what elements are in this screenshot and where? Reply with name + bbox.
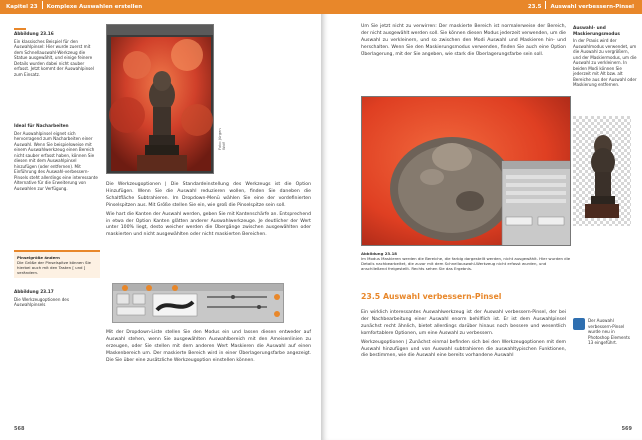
tool-options-screenshot xyxy=(112,283,284,323)
figure-text: Ein klassisches Beispiel für den Auswahlpinsel: Hier wurde zuerst mit dem Schnellauswahl-Werkzeug die Statue ausgewählt, und einige feinere Details wurden dabei nicht sauber erfasst. Jetzt kommt der Auswahlpinsel zum Einsatz. xyxy=(14,38,94,77)
figure-label: Abbildung 23.18 xyxy=(361,251,398,256)
sidebar-ideal xyxy=(14,124,98,191)
note-text: Der Auswahl verbessern-Pinsel wurde neu in Photoshop Elements 13 eingeführt. xyxy=(588,318,630,345)
section-number: 23.5 xyxy=(527,4,542,10)
figure-text: Die Werkzeugoptionen des Auswahlpinsels xyxy=(14,296,69,307)
body-column-left-2 xyxy=(106,330,311,367)
chapter-label: Kapitel 23 xyxy=(6,4,38,10)
sidebar-mask-mode xyxy=(573,26,637,88)
tip-text: Die Größe der Pinselspitze können Sie hierbei auch mit den Tasten [ und ] verändern. xyxy=(17,260,91,275)
section-heading: 23.5 Auswahl verbessern-Pinsel xyxy=(361,292,502,301)
page-number: 569 xyxy=(621,426,632,432)
paragraph-intro: Ein wirklich interessantes Auswahlwerkzeug ist der Auswahl verbessern-Pinsel, der bei der Nachbearbeitung einer Auswahl enorm behilflich ist. Er ist dem Auswahlpinsel zunächst recht ähnlich, bietet allerdings darüber hinaus noch bessere und wesentlich komfortablere Optionen, um eine Auswahl zu verbessern. xyxy=(361,310,566,336)
tool-options-bar xyxy=(113,284,284,323)
body-column-right-top xyxy=(361,24,566,61)
statue-cutout xyxy=(573,116,631,226)
figure-screenshot-mask xyxy=(361,96,571,246)
body-column-right xyxy=(361,310,566,362)
figure-label: Abbildung 23.16 xyxy=(14,32,54,37)
statue-photo xyxy=(107,25,214,174)
figure-caption-16 xyxy=(14,28,98,77)
sidebar-title: Auswahl- und Maskierungsmodus xyxy=(573,26,620,37)
figure-screenshot-statue xyxy=(106,24,214,174)
figure-caption-18 xyxy=(361,251,571,271)
sidebar-text: Der Auswahlpinsel eignet sich hervorragend zum Nacharbeiten einer Auswahl. Wenn Sie beispielsweise mit einem Auswahlwerkzeug einen Bereich nicht sauber erfasst haben, können Sie diesen mit dem Auswahlpinsel hinzufügen (oder entfernen). Mit Einführung des Auswahl-verbessern-Pinsels steht allerdings eine interessante Alternative für die Erweiterung von Auswahlen zur Verfügung. xyxy=(14,130,98,191)
tip-title: Pinselgröße ändern xyxy=(17,255,60,260)
paragraph-mode: Mit der Dropdown-Liste stellen Sie den Modus ein und lassen diesen entweder auf Auswahl stehen, wenn Sie ausgewählten Auswahlbereich mit den Ameisenlinien zu erzeugen, oder Sie stellen mit dem anderen Wert Maskieren die Auswahl auf einen Maskenbereich um. Der maskierte Bereich wird in einer Überlagerungsfarbe angezeigt. Die Sie über eine zusätzliche Werkzeugoption einstellen können. xyxy=(106,330,311,363)
figure-label: Abbildung 23.17 xyxy=(14,290,54,295)
mask-photo xyxy=(362,97,571,246)
section-header xyxy=(321,0,642,14)
body-column-left xyxy=(106,182,311,241)
photo-credit: Foto: Jürgen Wolf xyxy=(218,128,226,150)
figure-text: Im Modus Maskieren werden die Bereiche, die farbig dargestellt werden, nicht ausgewählt. Hier wurden die Details nachbearbeitet, die zuvor mit dem Schnellauswahl-Werkzeug nicht erfasst wurden, und anschließend freigestellt. Rechts sehen Sie das Ergebnis. xyxy=(361,256,571,271)
page-number: 568 xyxy=(14,426,25,432)
sidebar-text: In der Praxis wird der Auswahlmodus verwendet, um die Auswahl zu vergrößern, und der Maskiermodus, um die Auswahl zu verkleinern. In beiden Modi können Sie jederzeit mit Alt bzw. alt Bereiche aus der Auswahl oder Maskierung entfernen. xyxy=(573,38,637,87)
paragraph-tool-options: Die Werkzeugoptionen | Die Standardeinstellung des Werkzeugs ist die Option Hinzufügen. Wenn Sie die Auswahl reduzieren wollen, finden Sie daneben die Schaltfläche Subtrahieren. Im Dropdown-Menü wählen Sie eine der vordefinierten Pinselspitzen aus. Mit Größe stellen Sie ein, wie groß die Pinselspitze sein soll. xyxy=(106,182,311,208)
photoshop-elements-icon xyxy=(573,318,585,330)
figure-caption-17 xyxy=(14,290,98,308)
paragraph-options: Werkzeugoptionen | Zunächst einmal befinden sich bei den Werkzeugoptionen mit dem Auswahl hinzufügen und von Auswahl subtrahieren die auswahltypischen Funktionen, die bestimmen, wie die Auswahl eine bereits vorhandene Auswahl xyxy=(361,339,566,359)
result-photo xyxy=(573,116,631,226)
right-page xyxy=(321,0,642,440)
sidebar-title: Ideal für Nacharbeiten xyxy=(14,124,69,129)
chapter-header xyxy=(0,0,321,14)
chapter-title: Komplexe Auswahlen erstellen xyxy=(46,4,143,10)
tip-box xyxy=(14,250,100,278)
section-title: Auswahl verbessern-Pinsel xyxy=(550,4,634,10)
paragraph-edge: Wie hart die Kanten der Auswahl werden, geben Sie mit Kantenschärfe an. Entsprechend in etwa der Option Kanten glätten anderer Auswahlwerkzeuge. Je deutlicher der Wert unter 100% liegt, desto weicher werden die Übergänge zwischen ausgewählten oder maskierten und nicht ausgewählten oder nicht maskierten Bereichen. xyxy=(106,211,311,238)
paragraph-mask-info: Um Sie jetzt nicht zu verwirren: Der maskierte Bereich ist normalerweise der Bereich, der nicht ausgewählt werden soll. Sie können diesen Modus jederzeit verwenden, um die Auswahl zu verkleinern, und so zwischen den Modi Auswahl und Maskieren hin- und herschalten. Wenn Sie den Maskierungsmodus verwenden, finden Sie auch eine Option Überlagerung, mit der Sie angeben, wie stark die Überlagerungsfarbe sein soll. xyxy=(361,24,566,57)
